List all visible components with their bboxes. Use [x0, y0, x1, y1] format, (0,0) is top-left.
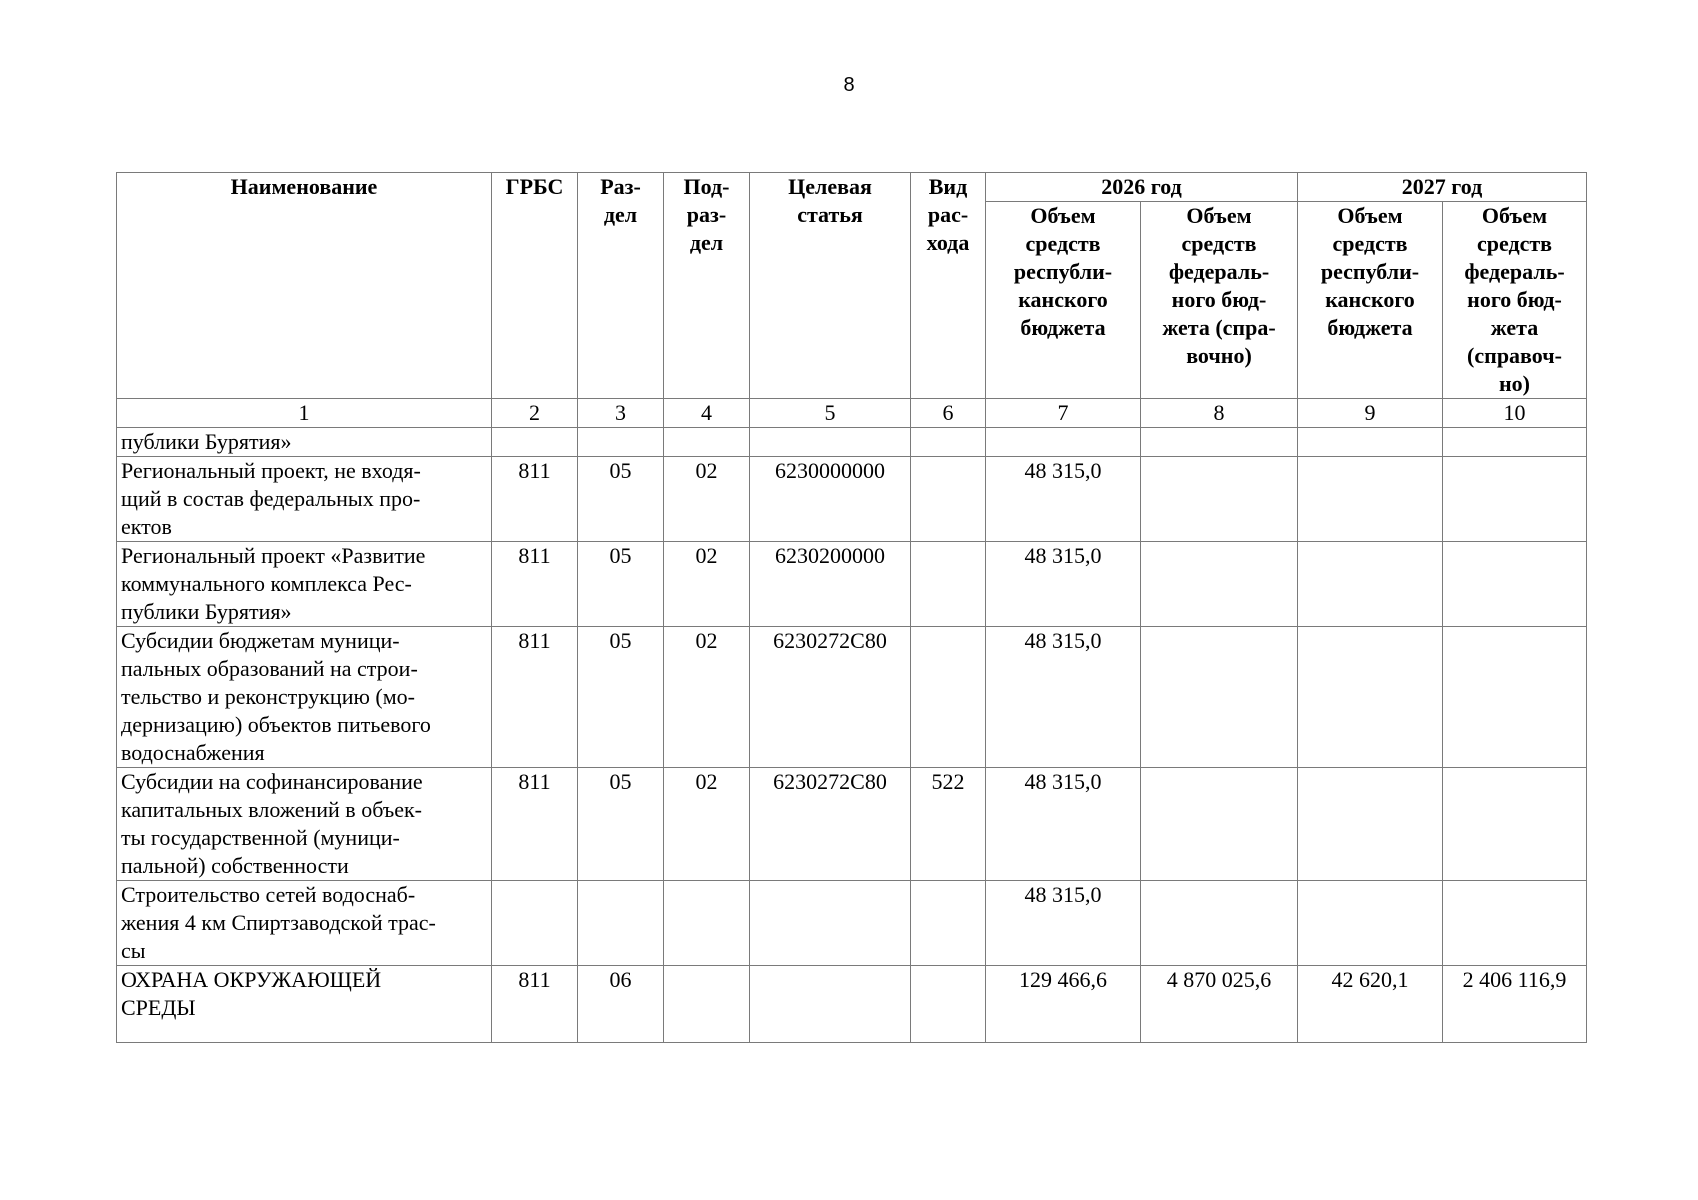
row-2027-federal	[1443, 881, 1587, 966]
row-name: Субсидии на софинансирование капитальных вложений в объек- ты государственной (муници- пальной) собственности	[117, 768, 492, 881]
row-2026-republican: 129 466,6	[986, 966, 1141, 1043]
row-2027-federal: 2 406 116,9	[1443, 966, 1587, 1043]
row-2026-federal	[1141, 768, 1298, 881]
header-podrazdel: Под- раз- дел	[664, 173, 750, 399]
row-podrazdel: 02	[664, 542, 750, 627]
row-razdel: 05	[578, 627, 664, 768]
row-name: Строительство сетей водоснаб- жения 4 км Спиртзаводской трас- сы	[117, 881, 492, 966]
column-number: 6	[911, 399, 986, 428]
row-2027-republican	[1298, 457, 1443, 542]
row-2027-federal	[1443, 627, 1587, 768]
table-row	[117, 542, 1587, 627]
table-row	[117, 457, 1587, 542]
row-2026-republican: 48 315,0	[986, 881, 1141, 966]
row-vid-rashoda	[911, 428, 986, 457]
row-celevaya-statya	[750, 428, 911, 457]
row-podrazdel	[664, 428, 750, 457]
column-number-row	[117, 399, 1587, 428]
row-2027-republican	[1298, 627, 1443, 768]
row-grbs: 811	[492, 627, 578, 768]
table-row	[117, 966, 1587, 1043]
row-2026-republican: 48 315,0	[986, 457, 1141, 542]
column-number: 1	[117, 399, 492, 428]
row-name: публики Бурятия»	[117, 428, 492, 457]
row-celevaya-statya: 6230000000	[750, 457, 911, 542]
row-grbs: 811	[492, 768, 578, 881]
row-razdel: 05	[578, 457, 664, 542]
header-celevaya-statya: Целевая статья	[750, 173, 911, 399]
row-podrazdel	[664, 966, 750, 1043]
table-row	[117, 428, 1587, 457]
row-celevaya-statya: 6230272С80	[750, 627, 911, 768]
row-2027-republican: 42 620,1	[1298, 966, 1443, 1043]
row-vid-rashoda	[911, 542, 986, 627]
row-2026-federal: 4 870 025,6	[1141, 966, 1298, 1043]
header-row-main	[117, 173, 1587, 202]
header-2026-republican: Объем средств республи- канского бюджета	[986, 202, 1141, 399]
table-row	[117, 627, 1587, 768]
row-vid-rashoda	[911, 627, 986, 768]
row-vid-rashoda	[911, 966, 986, 1043]
column-number: 7	[986, 399, 1141, 428]
header-year-2027: 2027 год	[1298, 173, 1587, 202]
row-2026-federal	[1141, 542, 1298, 627]
row-2027-federal	[1443, 768, 1587, 881]
header-2027-republican: Объем средств республи- канского бюджета	[1298, 202, 1443, 399]
column-number: 9	[1298, 399, 1443, 428]
row-razdel	[578, 428, 664, 457]
header-year-2026: 2026 год	[986, 173, 1298, 202]
row-razdel	[578, 881, 664, 966]
column-number: 8	[1141, 399, 1298, 428]
row-vid-rashoda: 522	[911, 768, 986, 881]
row-2027-federal	[1443, 542, 1587, 627]
row-2027-republican	[1298, 542, 1443, 627]
row-2026-federal	[1141, 627, 1298, 768]
row-2027-federal	[1443, 457, 1587, 542]
row-razdel: 05	[578, 542, 664, 627]
row-celevaya-statya	[750, 881, 911, 966]
page-number: 8	[843, 74, 855, 96]
row-name: ОХРАНА ОКРУЖАЮЩЕЙ СРЕДЫ	[117, 966, 492, 1043]
row-2026-federal	[1141, 881, 1298, 966]
table-row	[117, 768, 1587, 881]
row-2026-federal	[1141, 428, 1298, 457]
row-vid-rashoda	[911, 457, 986, 542]
row-2027-republican	[1298, 881, 1443, 966]
header-vid-rashoda: Вид рас- хода	[911, 173, 986, 399]
row-razdel: 06	[578, 966, 664, 1043]
row-celevaya-statya: 6230200000	[750, 542, 911, 627]
row-podrazdel: 02	[664, 627, 750, 768]
row-podrazdel: 02	[664, 457, 750, 542]
header-name: Наименование	[117, 173, 492, 399]
row-2026-republican: 48 315,0	[986, 768, 1141, 881]
header-2026-federal: Объем средств федераль- ного бюд- жета (спра- вочно)	[1141, 202, 1298, 399]
row-name: Региональный проект, не входя- щий в состав федеральных про- ектов	[117, 457, 492, 542]
row-razdel: 05	[578, 768, 664, 881]
row-grbs: 811	[492, 966, 578, 1043]
row-2027-republican	[1298, 428, 1443, 457]
header-grbs: ГРБС	[492, 173, 578, 399]
row-2027-federal	[1443, 428, 1587, 457]
table-row	[117, 881, 1587, 966]
column-number: 4	[664, 399, 750, 428]
column-number: 5	[750, 399, 911, 428]
row-celevaya-statya	[750, 966, 911, 1043]
row-name: Региональный проект «Развитие коммунального комплекса Рес- публики Бурятия»	[117, 542, 492, 627]
header-2027-federal: Объем средств федераль- ного бюд- жета (справоч- но)	[1443, 202, 1587, 399]
column-number: 3	[578, 399, 664, 428]
row-vid-rashoda	[911, 881, 986, 966]
header-razdel: Раз- дел	[578, 173, 664, 399]
row-grbs: 811	[492, 542, 578, 627]
budget-table	[116, 172, 1587, 1043]
row-grbs	[492, 428, 578, 457]
row-2026-republican: 48 315,0	[986, 627, 1141, 768]
row-2026-republican	[986, 428, 1141, 457]
row-2026-federal	[1141, 457, 1298, 542]
row-2027-republican	[1298, 768, 1443, 881]
column-number: 2	[492, 399, 578, 428]
row-podrazdel: 02	[664, 768, 750, 881]
row-celevaya-statya: 6230272С80	[750, 768, 911, 881]
row-name: Субсидии бюджетам муници- пальных образований на строи- тельство и реконструкцию (мо- дернизацию) объектов питьевого водоснабжения	[117, 627, 492, 768]
row-grbs	[492, 881, 578, 966]
row-grbs: 811	[492, 457, 578, 542]
row-2026-republican: 48 315,0	[986, 542, 1141, 627]
row-podrazdel	[664, 881, 750, 966]
column-number: 10	[1443, 399, 1587, 428]
